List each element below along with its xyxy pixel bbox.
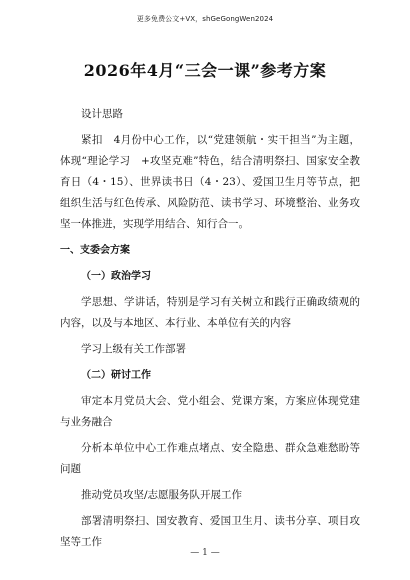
design-label: 设计思路: [81, 108, 123, 120]
work-discussion-paragraph-1: 审定本月党员大会、党小组会、党课方案，方案应体现党建与业务融合: [60, 395, 360, 428]
work-discussion-paragraph-4: 部署清明祭扫、国安教育、爱国卫生月、读书分享、项目攻坚等工作: [60, 515, 360, 548]
political-study-paragraph-1: 学思想、学讲话，特别是学习有关树立和践行正确政绩观的内容，以及与本地区、本行业、本单位有关的内容: [60, 296, 360, 329]
subheading-political-study: （一）政治学习: [81, 271, 151, 282]
header-watermark: 更多免费公文+VX，shGeGongWen2024: [136, 15, 274, 23]
work-discussion-paragraph-2: 分析本单位中心工作难点堵点、安全隐患、群众急难愁盼等问题: [60, 442, 360, 475]
document-body: [60, 104, 360, 558]
political-study-paragraph-2: 学习上级有关工作部署: [81, 343, 186, 355]
intro-paragraph: 紧扣 4月份中心工作，以“党建领航・实干担当”为主题，体现“理论学习 +攻坚克难”特色，结合清明祭扫、国家安全教育日（4・15）、世界读书日（4・23）、爱国卫生月等节点，把组织生活与红色传承、风险防范、读书学习、环境整治、业务攻坚一体推进，实现学用结合、知行合一。: [60, 134, 360, 230]
work-discussion-paragraph-3: 推动党员攻坚/志愿服务队开展工作: [81, 489, 243, 501]
section-heading-branch-committee: 一、支委会方案: [60, 245, 130, 256]
page-number: — 1 —: [190, 548, 220, 558]
document-title: 2026年4月“三会一课”参考方案: [83, 61, 327, 80]
subheading-work-discussion: （二）研讨工作: [81, 370, 151, 381]
